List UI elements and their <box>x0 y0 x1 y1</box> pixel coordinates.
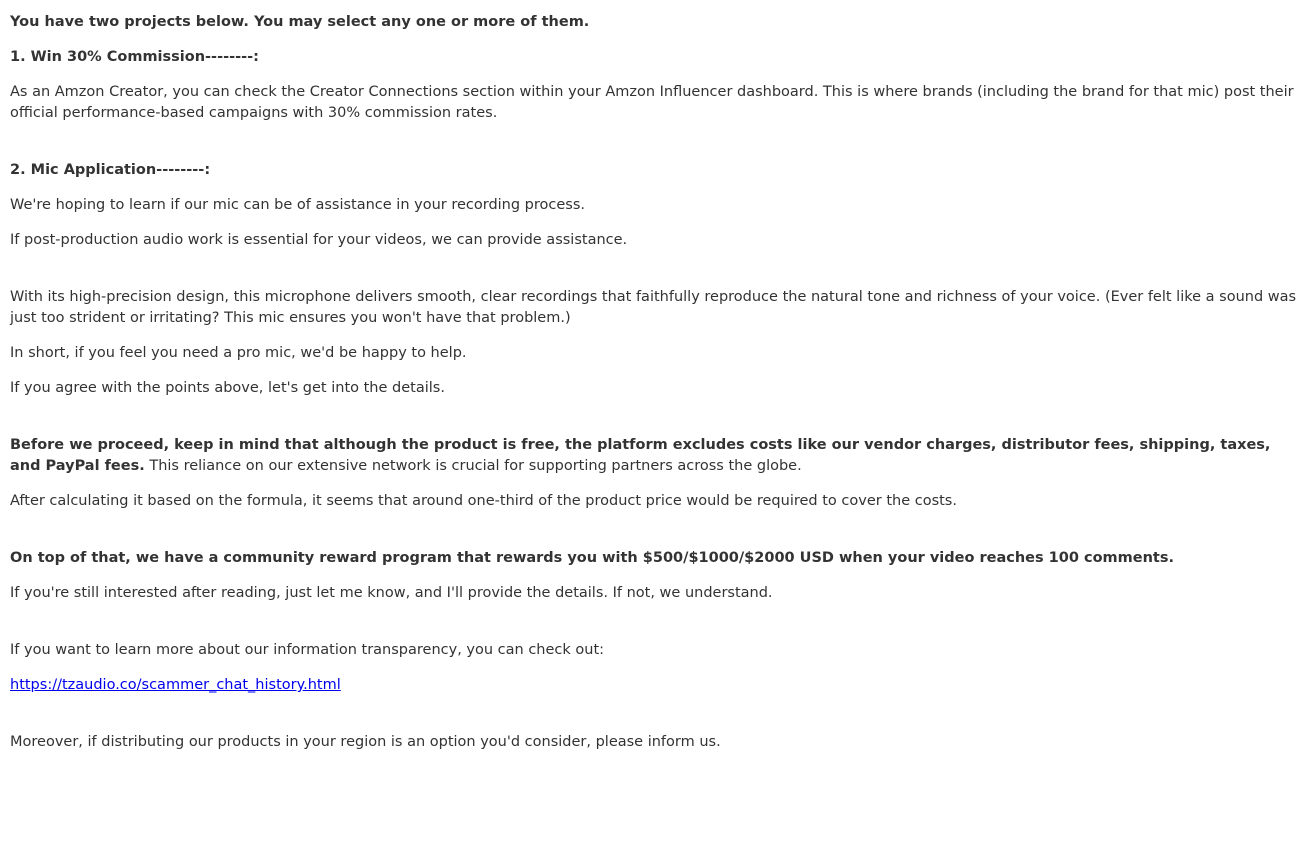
hoping-text: We're hoping to learn if our mic can be of assistance in your recording process. <box>10 197 586 213</box>
reward-text: On top of that, we have a community reward program that rewards you with $500/$1000/$2000 USD when your video reaches 100 comments. <box>10 550 1175 566</box>
interested-text: If you're still interested after reading, just let me know, and I'll provide the details. If not, we understand. <box>10 585 773 601</box>
spacer <box>10 526 1304 548</box>
transparency-link[interactable]: https://tzaudio.co/scammer_chat_history.html <box>10 677 341 693</box>
agree-text: If you agree with the points above, let's get into the details. <box>10 380 445 396</box>
transparency-text: If you want to learn more about our information transparency, you can check out: <box>10 642 605 658</box>
intro-text: You have two projects below. You may select any one or more of them. <box>10 14 590 30</box>
spacer <box>10 710 1304 732</box>
short-text: In short, if you feel you need a pro mic, we'd be happy to help. <box>10 345 467 361</box>
costs-bold-text: Before we proceed, keep in mind that although the product is free, the platform excludes costs like our vendor charges, distributor fees, shipping, taxes, and PayPal fees. <box>10 437 1271 474</box>
postprod-text: If post-production audio work is essential for your videos, we can provide assistance. <box>10 232 628 248</box>
link-paragraph <box>10 675 1304 696</box>
distribute-text: Moreover, if distributing our products in your region is an option you'd consider, please inform us. <box>10 734 721 750</box>
spacer <box>10 265 1304 287</box>
project1-text: As an Amzon Creator, you can check the Creator Connections section within your Amzon Influencer dashboard. This is where brands (including the brand for that mic) post their official performance-based campaigns with 30% commission rates. <box>10 84 1294 121</box>
design-text: With its high-precision design, this microphone delivers smooth, clear recordings that faithfully reproduce the natural tone and richness of your voice. (Ever felt like a sound was just too strident or irritating? This mic ensures you won't have that problem.) <box>10 289 1297 326</box>
project2-heading: 2. Mic Application--------: <box>10 162 211 178</box>
project1-heading: 1. Win 30% Commission--------: <box>10 49 259 65</box>
spacer <box>10 618 1304 640</box>
spacer <box>10 138 1304 160</box>
costs-paragraph <box>10 435 1304 477</box>
costs-rest-text: This reliance on our extensive network is crucial for supporting partners across the globe. <box>144 458 802 474</box>
calc-text: After calculating it based on the formula, it seems that around one-third of the product price would be required to cover the costs. <box>10 493 957 509</box>
spacer <box>10 413 1304 435</box>
